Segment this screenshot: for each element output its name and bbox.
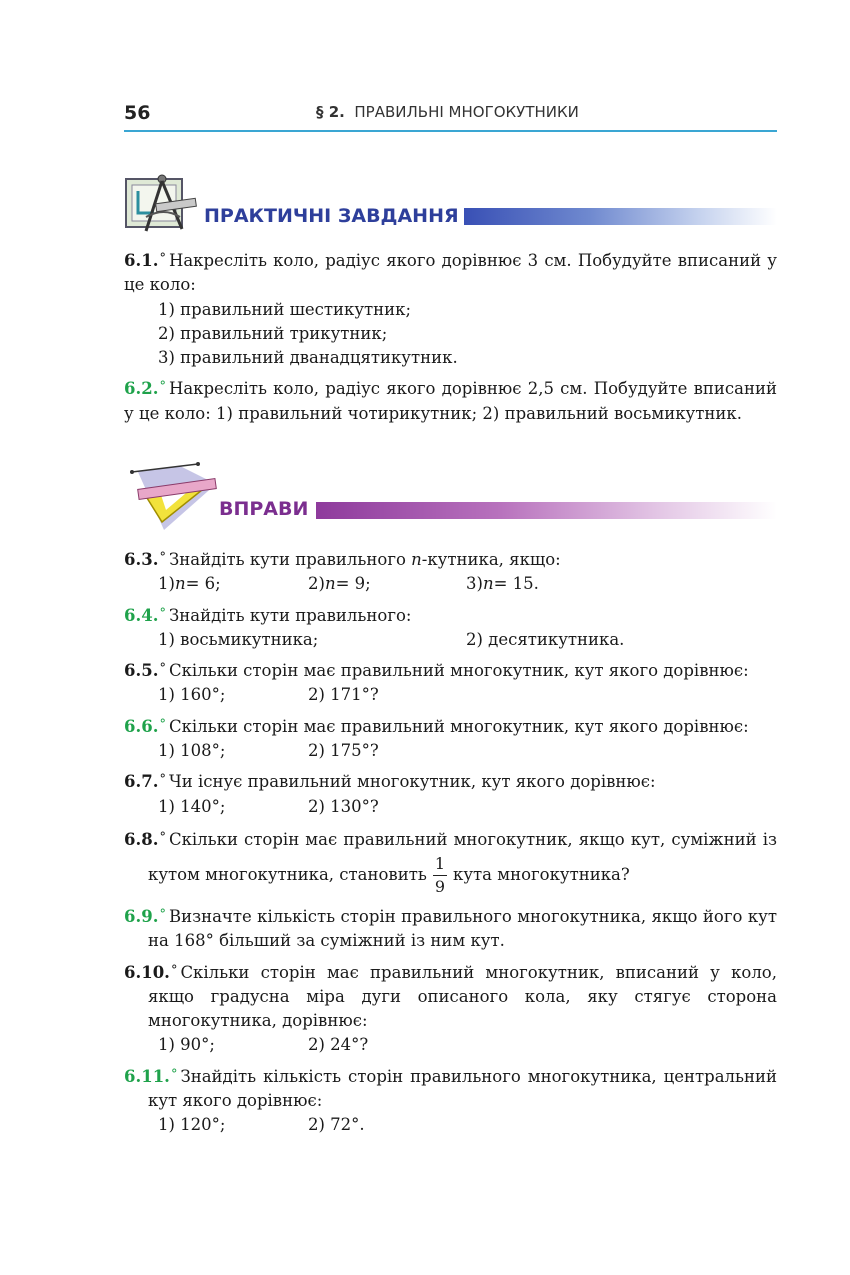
exercise-number: 6.1. [124,251,159,270]
option: 1) 160°; [158,685,226,705]
exercises-bar [316,502,777,519]
fraction: $\frac{1}{9}$ [434,853,446,896]
option: 1) 90°; [158,1035,215,1055]
list-item: 2) правильний трикутник; [158,323,388,343]
practical-tasks [124,247,777,431]
exercise-6-8: 6.8.° Скільки сторін має правильний многокутник, якщо кут, суміжний із кутом многокутника, становить $\frac{1}{9}$ кута многокутника? [124,829,777,896]
list-item: 1) правильний шестикутник; [158,299,412,319]
exercise-6-9: 6.9.° Визначте кількість сторін правильного многокутника, якщо його кут на 168° більший за суміжний із ним кут. [124,906,777,951]
option: 2) 24°? [308,1035,369,1055]
exercise-6-2: 6.2.° Накресліть коло, радіус якого дорівнює 2,5 см. Побудуйте вписаний у це коло: 1) правильний чотирикутник; 2) правильний восьмикутник. [124,379,777,423]
exercises [124,546,777,1143]
running-title [316,103,579,121]
option: 2) 171°? [308,685,379,705]
exercise-6-7: 6.7.° Чи існує правильний многокутник, кут якого дорівнює: 1) 140°; 2) 130°? [124,768,777,819]
practical-tasks-bar [464,208,777,225]
section-number: § 2. [316,103,345,121]
option: 3)n= 15. [466,574,539,594]
option: 2) 72°. [308,1115,365,1135]
option: 2) 175°? [308,741,379,761]
option: 1) 120°; [158,1115,226,1135]
exercise-6-10: 6.10.° Скільки сторін має правильний многокутник, вписаний у коло, якщо градусна міра дуги описаного кола, яку стягує сторона многокутника, дорівнює: 1) 90°; 2) 24°? [124,959,777,1058]
exercise-number: 6.2. [124,379,159,399]
option: 1) 140°; [158,796,226,816]
exercises-banner [124,460,777,532]
option: 2)n= 9; [308,574,371,594]
exercise-text: Накресліть коло, радіус якого дорівнює 2,5 см. Побудуйте вписаний у це коло: 1) правильний чотирикутник; 2) правильний восьмикутник. [124,379,777,423]
exercise-text: Накресліть коло, радіус якого дорівнює 3 см. Побудуйте вписаний у це коло: [124,251,777,295]
page-header [124,100,777,132]
option: 1) восьмикутника; [158,629,319,649]
practical-tasks-title: ПРАКТИЧНІ ЗАВДАННЯ [204,205,459,227]
compass-drawing-icon [124,173,204,237]
section-title: ПРАВИЛЬНІ МНОГОКУТНИКИ [354,103,579,121]
exercise-6-4: 6.4.° Знайдіть кути правильного: 1) восьмикутника; 2) десятикутника. [124,602,777,653]
practical-tasks-banner [124,173,777,237]
exercise-6-3: 6.3.° Знайдіть кути правильного n-кутника, якщо: 1)n= 6; 2)n= 9; 3)n= 15. [124,546,777,597]
triangle-ruler-icon [124,460,219,532]
exercise-6-1: 6.1.° Накресліть коло, радіус якого дорівнює 3 см. Побудуйте вписаний у це коло: 1) правильний шестикутник; 2) правильний трикутник; 3) правильний дванадцятикутник. [124,247,777,370]
list-item: 3) правильний дванадцятикутник. [158,348,458,368]
exercise-6-6: 6.6.° Скільки сторін має правильний многокутник, кут якого дорівнює: 1) 108°; 2) 175°? [124,713,777,764]
exercises-title: ВПРАВИ [219,498,309,520]
exercise-6-5: 6.5.° Скільки сторін має правильний многокутник, кут якого дорівнює: 1) 160°; 2) 171°? [124,657,777,708]
option: 2) 130°? [308,796,379,816]
option: 1)n= 6; [158,574,221,594]
option: 1) 108°; [158,741,226,761]
exercise-6-11: 6.11.° Знайдіть кількість сторін правильного многокутника, центральний кут якого дорівнює: 1) 120°; 2) 72°. [124,1063,777,1138]
option: 2) десятикутника. [466,629,625,649]
page-number: 56 [124,102,151,124]
